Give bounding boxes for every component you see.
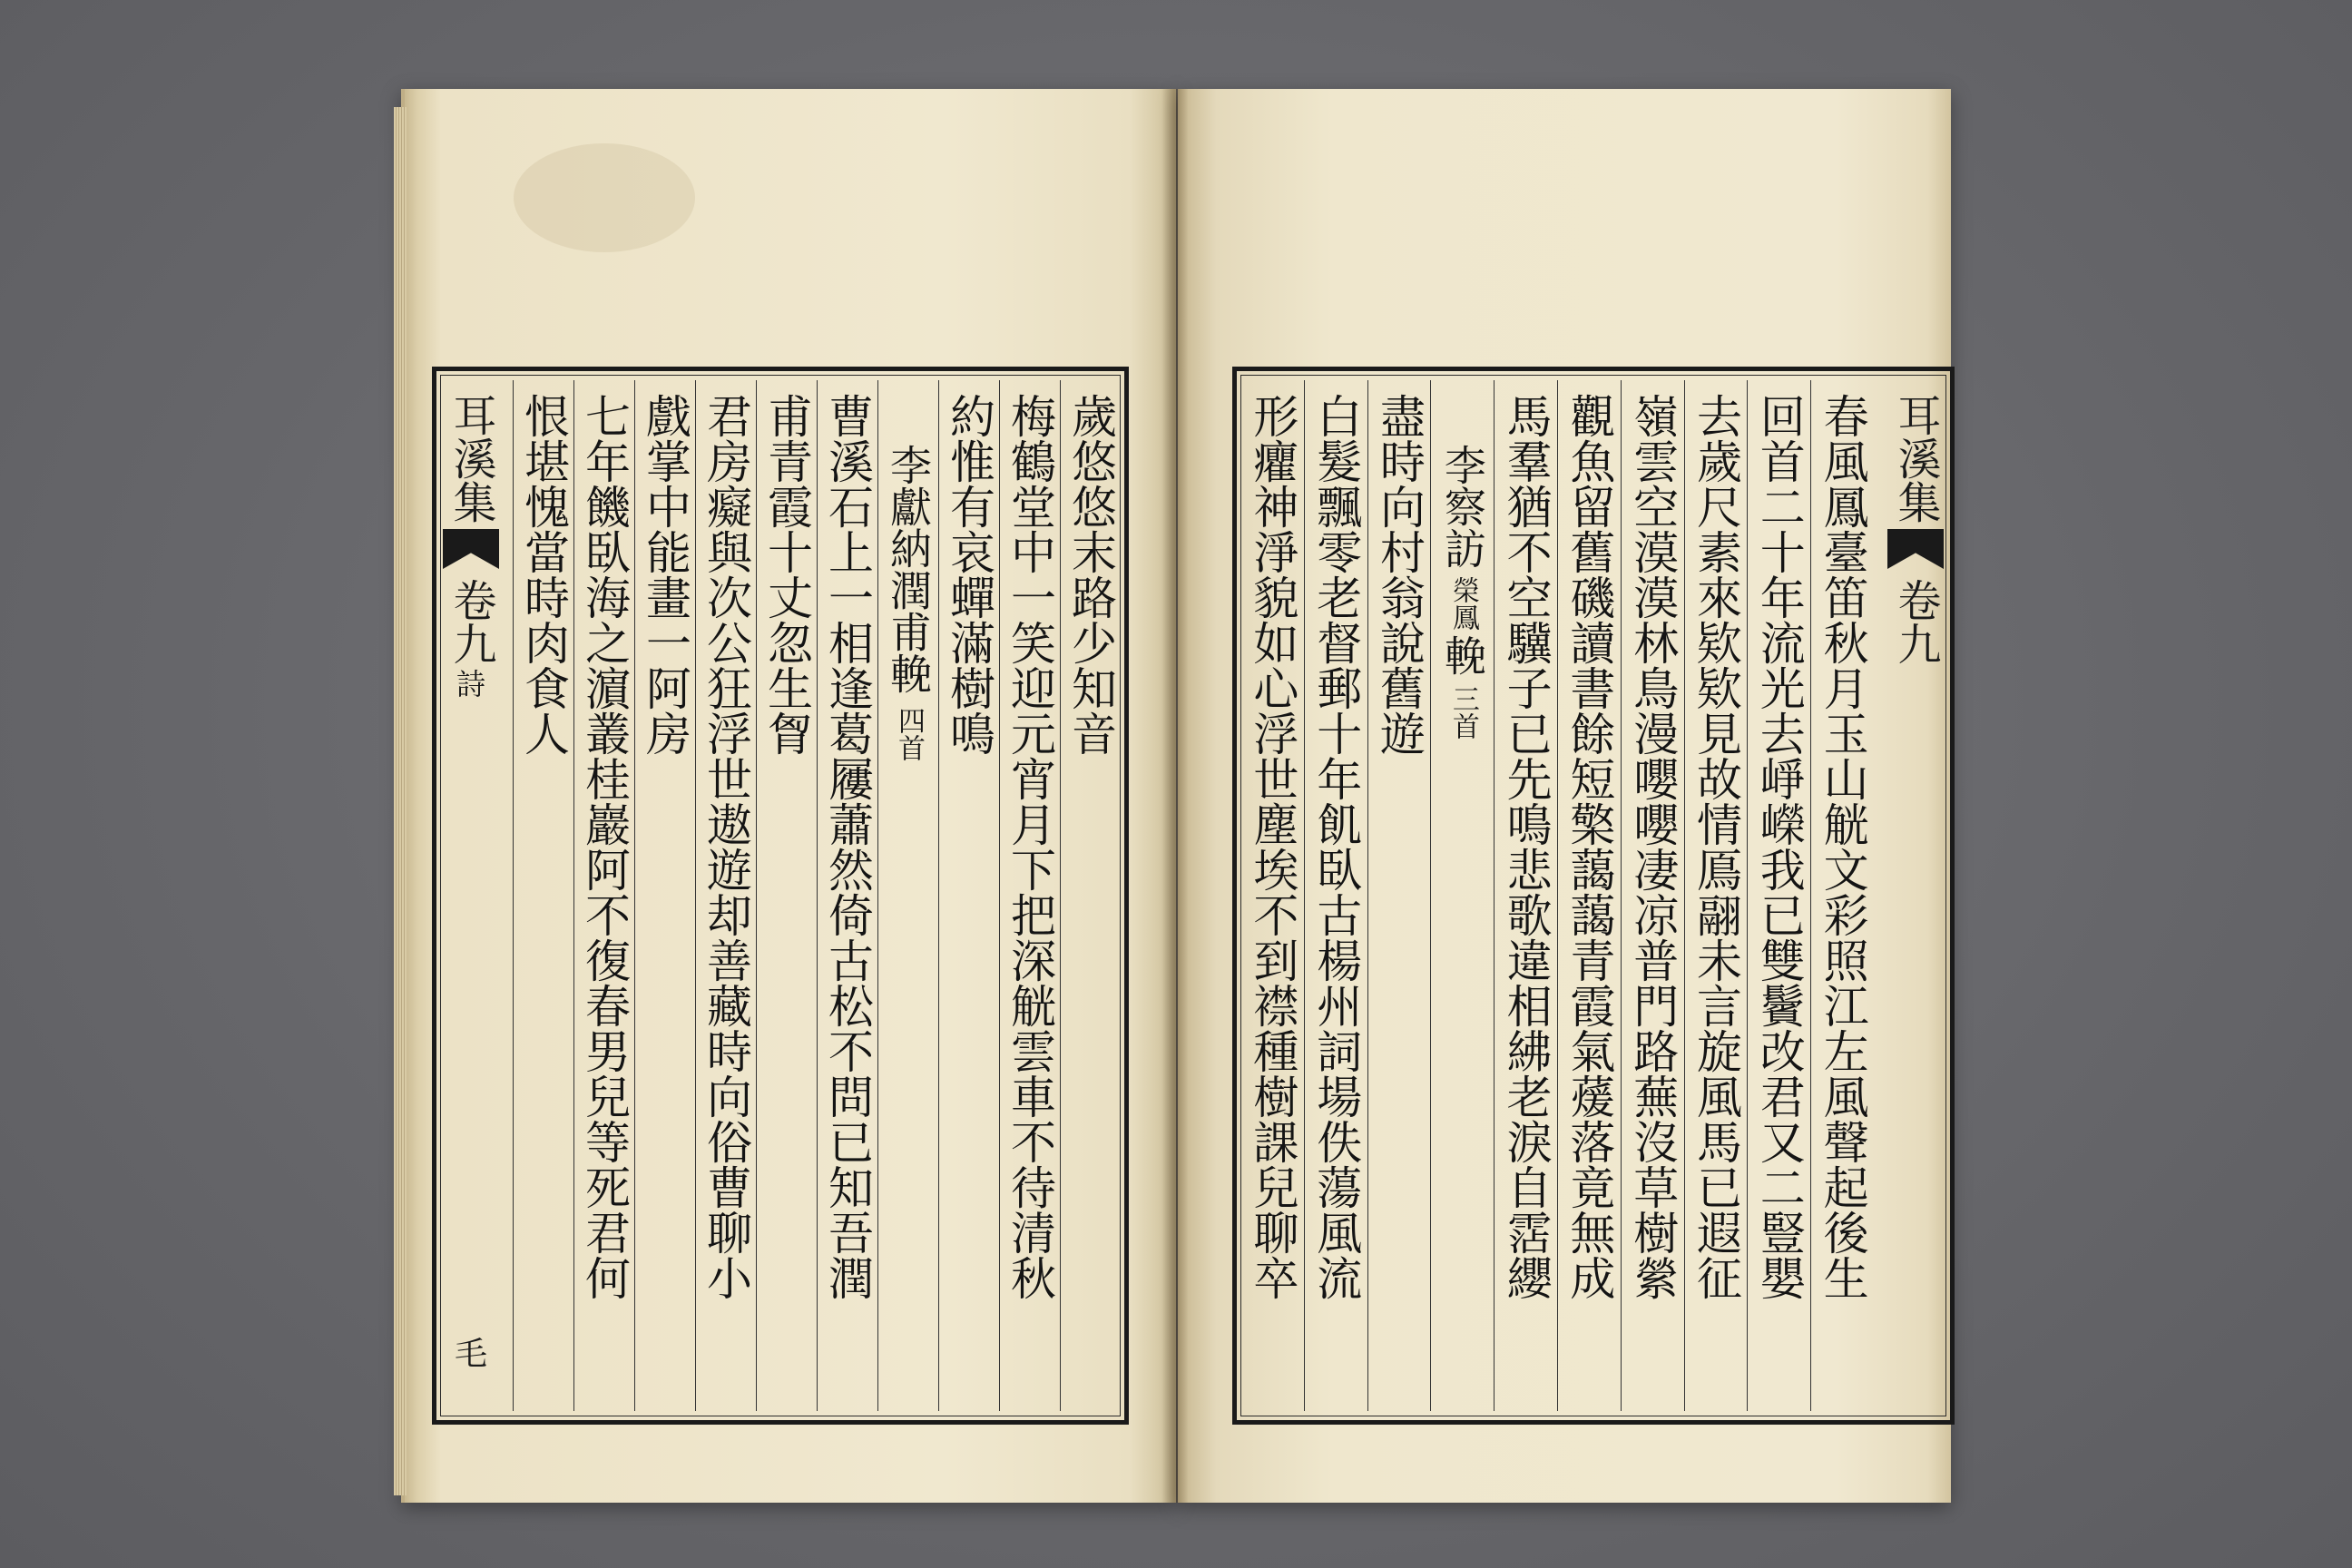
book-gutter bbox=[1161, 89, 1189, 1503]
text-column bbox=[1621, 380, 1684, 1411]
column-text: 七年饑臥海之濵叢桂巖阿不復春男兒等死君何 bbox=[578, 393, 631, 1300]
column-text: 盡時向村翁說舊遊 bbox=[1373, 393, 1426, 756]
banxin-folio: 毛 bbox=[454, 1336, 487, 1373]
text-column bbox=[1240, 380, 1304, 1411]
text-column bbox=[817, 380, 877, 1411]
left-text-columns bbox=[513, 380, 1121, 1411]
poem-heading: 李察訪 bbox=[1437, 444, 1487, 569]
left-page bbox=[401, 89, 1176, 1503]
poem-count-note: 四首 bbox=[893, 707, 925, 761]
banxin-title: 耳溪集 bbox=[446, 393, 496, 524]
poem-heading-suffix: 輓 bbox=[1437, 634, 1487, 676]
text-column bbox=[1060, 380, 1121, 1411]
text-column bbox=[1810, 380, 1874, 1411]
text-column bbox=[938, 380, 999, 1411]
open-book bbox=[401, 89, 1951, 1503]
poem-heading-subnote: 榮鳳 bbox=[1446, 576, 1479, 631]
text-column bbox=[634, 380, 695, 1411]
text-column bbox=[1304, 380, 1367, 1411]
page-edges bbox=[394, 107, 407, 1495]
text-column bbox=[1684, 380, 1748, 1411]
poem-heading-column bbox=[877, 380, 938, 1411]
banxin-volume: 卷九 bbox=[1890, 578, 1941, 665]
banxin-genre: 詩 bbox=[456, 667, 485, 701]
text-column bbox=[756, 380, 817, 1411]
right-page-frame bbox=[1232, 367, 1955, 1425]
column-text: 嶺雲空漠漠林鳥漫嚶嚶凄凉普門路蕪沒草樹縈 bbox=[1626, 393, 1680, 1300]
text-column bbox=[573, 380, 634, 1411]
column-text: 歲悠悠末路少知音 bbox=[1064, 393, 1117, 756]
column-text: 甫青霞十丈忽生胷 bbox=[760, 393, 813, 756]
column-text: 約惟有哀蟬滿樹鳴 bbox=[943, 393, 995, 756]
banxin-volume: 卷九 bbox=[446, 578, 496, 665]
text-column bbox=[1367, 380, 1431, 1411]
right-text-columns bbox=[1240, 380, 1874, 1411]
text-column bbox=[1747, 380, 1810, 1411]
text-column bbox=[1557, 380, 1621, 1411]
column-text: 去歲尺素來欵欵見故情鳫翮未言旋風馬已遐征 bbox=[1690, 393, 1742, 1300]
column-text: 白髮飄零老督郵十年飢臥古楊州詞場佚蕩風流 bbox=[1309, 393, 1363, 1300]
column-text: 君房癡與次公狂浮世遨遊却善藏時向俗曹聊小 bbox=[700, 393, 752, 1300]
poem-heading-column bbox=[1430, 380, 1494, 1411]
right-banxin bbox=[1879, 380, 1952, 1411]
column-text: 曹溪石上一相逢葛屨蕭然倚古松不問已知吾潤 bbox=[821, 393, 874, 1300]
right-page bbox=[1178, 89, 1951, 1503]
fish-tail-mark bbox=[443, 529, 499, 569]
column-text: 戲掌中能畫一阿房 bbox=[639, 393, 691, 756]
column-text: 回首二十年流光去崢嶸我已雙鬢改君又二豎嬰 bbox=[1752, 393, 1806, 1300]
poem-heading: 李獻納潤甫輓 bbox=[884, 444, 933, 694]
left-banxin bbox=[435, 380, 507, 1411]
column-text: 梅鶴堂中一笑迎元宵月下把深觥雲車不待清秋 bbox=[1004, 393, 1056, 1300]
fish-tail-mark bbox=[1887, 529, 1944, 569]
text-column bbox=[513, 380, 573, 1411]
poem-count-note: 三首 bbox=[1446, 685, 1479, 740]
text-column bbox=[999, 380, 1060, 1411]
column-text: 春風鳳臺笛秋月玉山觥文彩照江左風聲起後生 bbox=[1816, 393, 1869, 1300]
banxin-title: 耳溪集 bbox=[1890, 393, 1941, 524]
text-column bbox=[1494, 380, 1557, 1411]
column-text: 馬羣猶不空驥子已先鳴悲歌違相紼老淚自霑纓 bbox=[1499, 393, 1553, 1300]
column-text: 形癯神淨貌如心浮世塵埃不到襟種樹課兒聊卒 bbox=[1246, 393, 1299, 1300]
text-column bbox=[695, 380, 756, 1411]
left-page-frame bbox=[432, 367, 1129, 1425]
column-text: 觀魚留舊磯讀書餘短檠藹藹青霞氣蕿落竟無成 bbox=[1563, 393, 1616, 1300]
paper-stain bbox=[514, 143, 695, 252]
column-text: 恨堪愧當時肉食人 bbox=[517, 393, 570, 756]
